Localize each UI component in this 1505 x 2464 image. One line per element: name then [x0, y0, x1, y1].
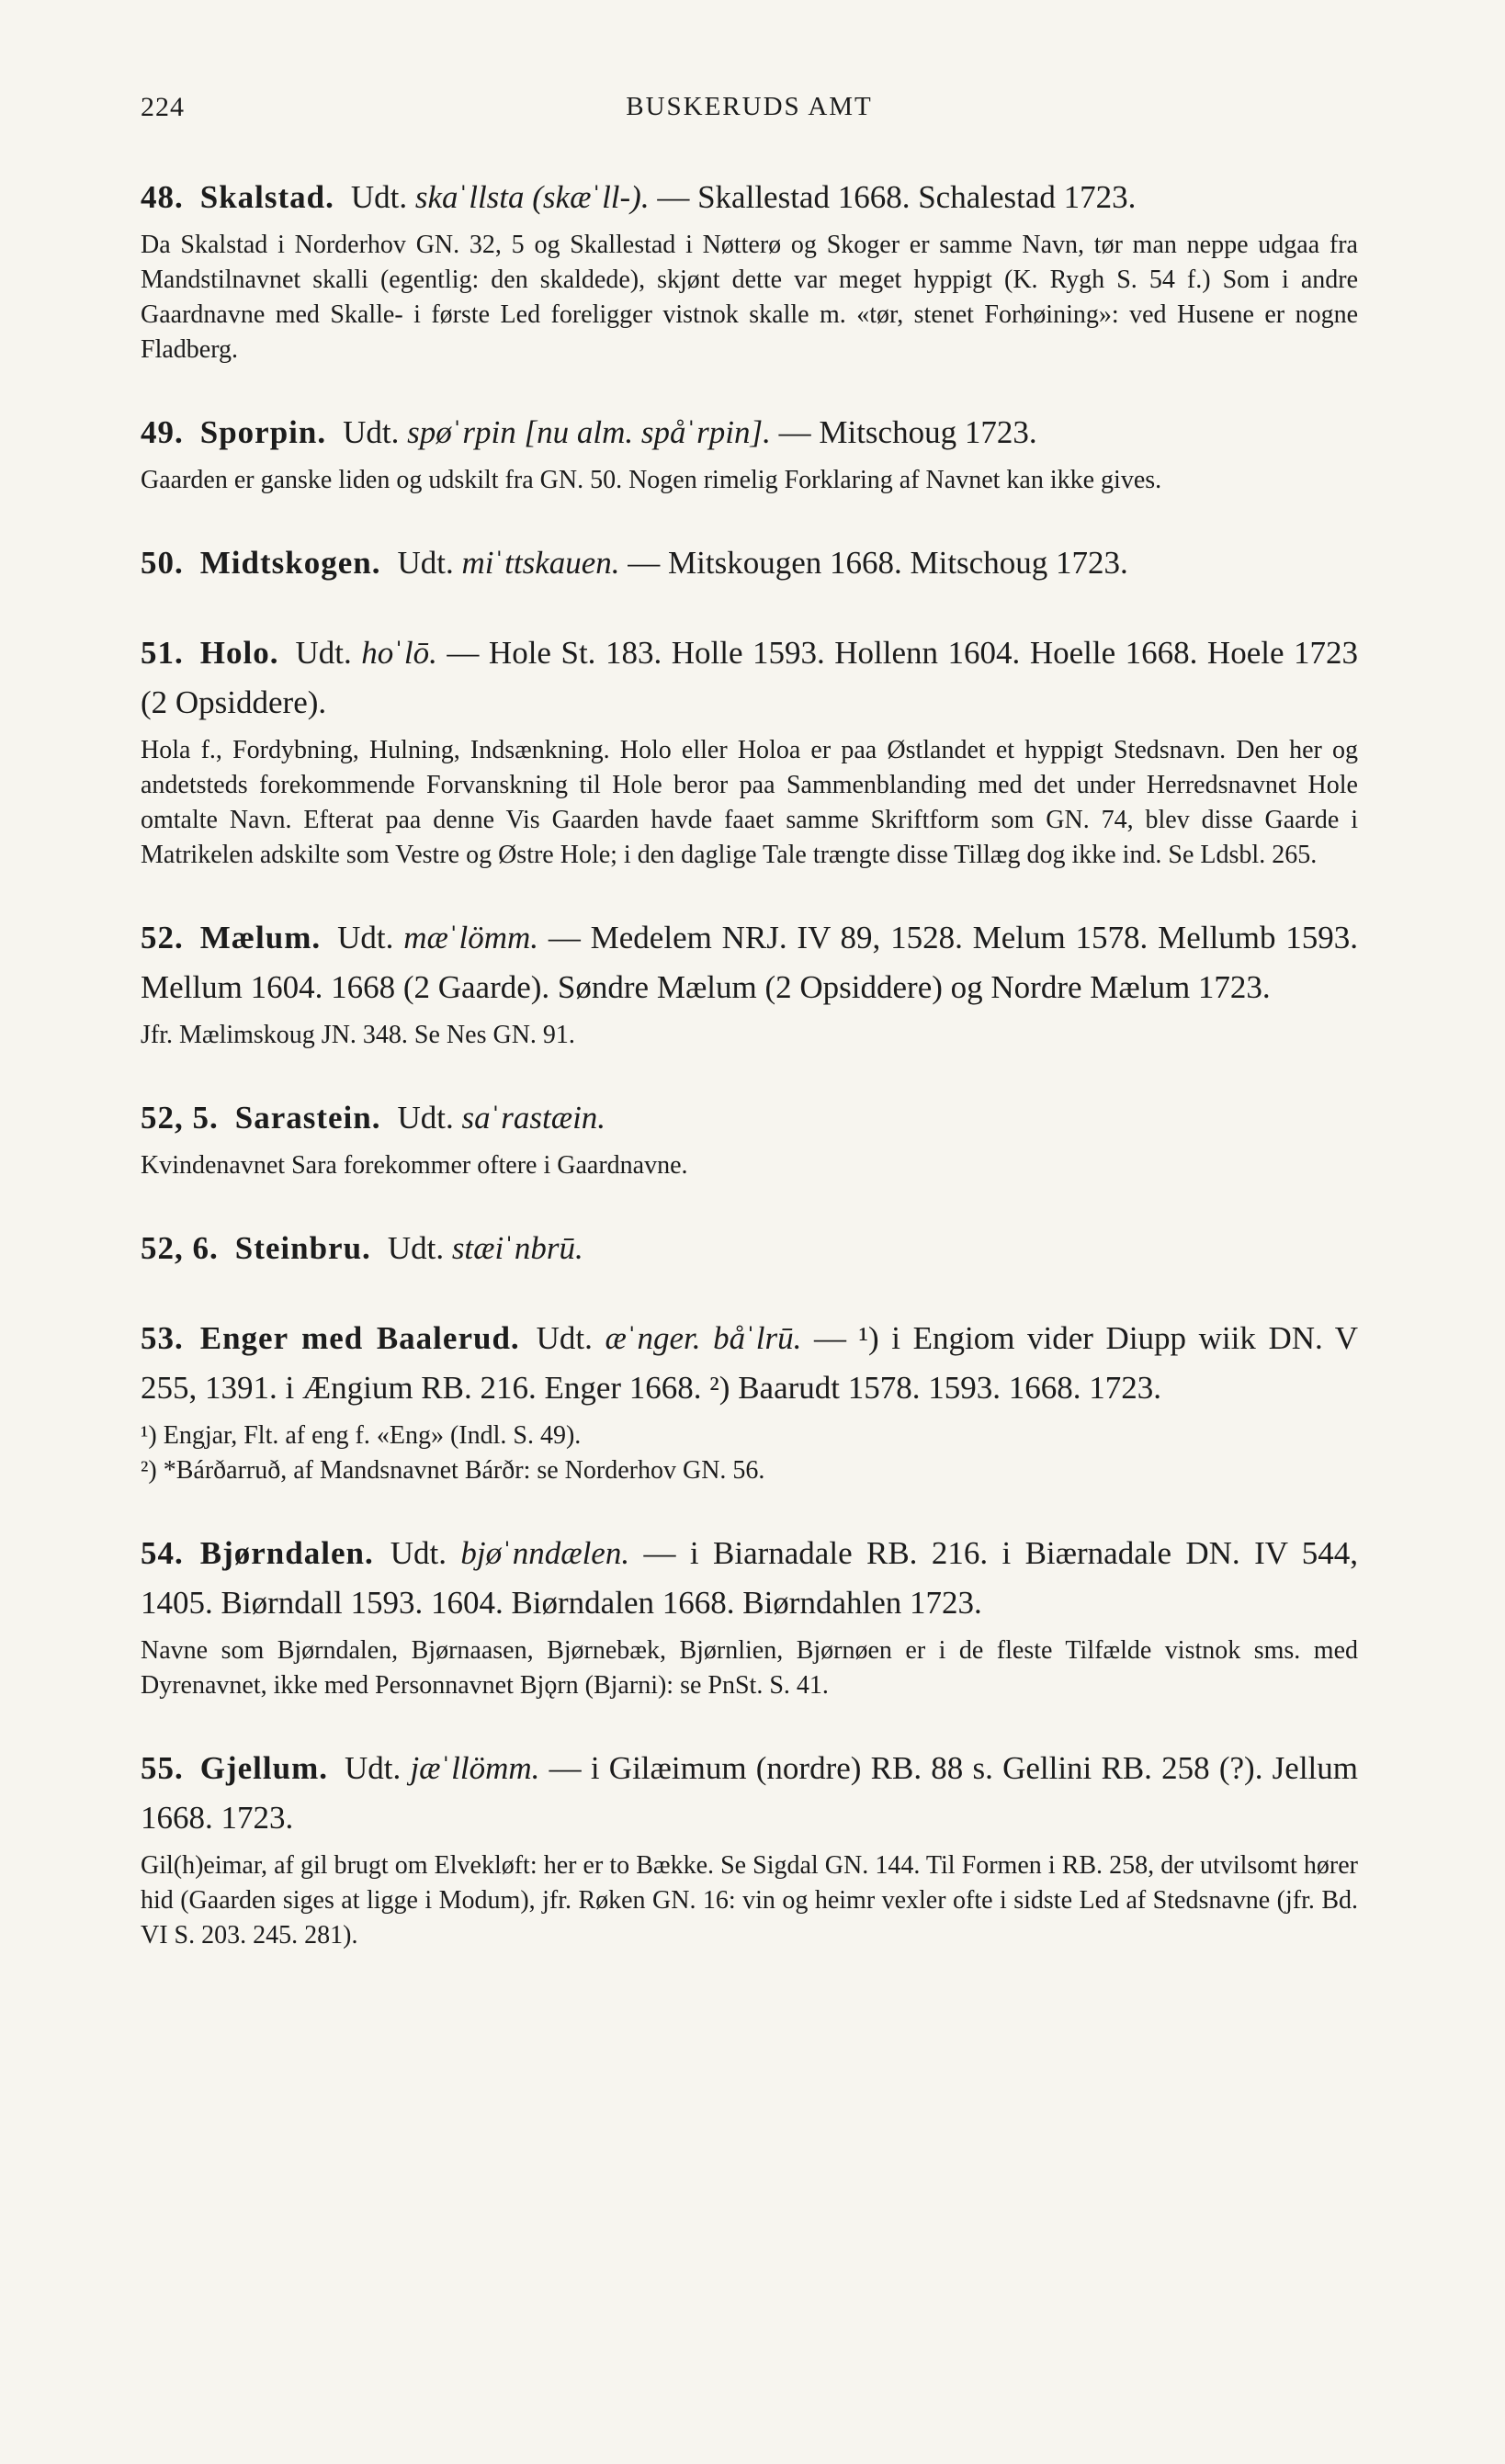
entry-number: 54. — [141, 1535, 184, 1571]
pronunciation: bjøˈnndælen. — [460, 1535, 630, 1571]
pronunciation-label: Udt. — [397, 545, 454, 581]
entry-number: 49. — [141, 414, 184, 450]
entry-note: Jfr. Mælimskoug JN. 348. Se Nes GN. 91. — [141, 1021, 575, 1049]
entry-heading — [141, 1744, 1358, 1843]
farm-name: Mælum. — [199, 920, 322, 955]
pronunciation: saˈrastæin. — [461, 1100, 606, 1136]
farm-entry — [141, 628, 1358, 873]
farm-name: Steinbru. — [234, 1230, 371, 1266]
entry-number: 48. — [141, 179, 184, 215]
historical-forms: — Medelem NRJ. IV 89, 1528. Melum 1578. Mellumb 1593. Mellum 1604. 1668 (2 Gaarde). Søndre Mælum (2 Opsiddere) og Nordre Mælum 1723. — [141, 920, 1358, 1005]
farm-name: Holo. — [199, 635, 279, 671]
pronunciation-label: Udt. — [536, 1320, 593, 1356]
entry-heading — [141, 538, 1358, 588]
historical-forms: — i Gilæimum (nordre) RB. 88 s. Gellini RB. 258 (?). Jellum 1668. 1723. — [141, 1750, 1358, 1836]
farm-entry — [141, 408, 1358, 498]
pronunciation: spøˈrpin [nu alm. spåˈrpin]. — [407, 414, 771, 450]
pronunciation-label: Udt. — [390, 1535, 447, 1571]
entry-note: Kvindenavnet Sara forekommer oftere i Gaardnavne. — [141, 1151, 688, 1180]
historical-forms: — Skallestad 1668. Schalestad 1723. — [657, 179, 1137, 215]
farm-name: Sarastein. — [234, 1100, 381, 1136]
entry-list — [141, 173, 1358, 1953]
pronunciation-label: Udt. — [397, 1100, 454, 1136]
pronunciation-label: Udt. — [337, 920, 394, 955]
farm-entry — [141, 1529, 1358, 1703]
entry-heading — [141, 1224, 1358, 1273]
historical-forms: — ¹) i Engiom vider Diupp wiik DN. V 255, 1391. i Ængium RB. 216. Enger 1668. ²) Baarudt 1578. 1593. 1668. 1723. — [141, 1320, 1358, 1406]
entry-number: 52. — [141, 920, 184, 955]
entry-heading — [141, 173, 1358, 222]
pronunciation: miˈttskauen. — [461, 545, 620, 581]
pronunciation: skaˈllsta (skæˈll-). — [414, 179, 650, 215]
page-header — [141, 92, 1358, 138]
entry-heading — [141, 408, 1358, 458]
farm-name: Skalstad. — [199, 179, 334, 215]
pronunciation: stæiˈnbrū. — [451, 1230, 583, 1266]
pronunciation: jæˈllömm. — [410, 1750, 540, 1786]
pronunciation: hoˈlō. — [361, 635, 437, 671]
page-number: 224 — [141, 92, 185, 122]
historical-forms: — i Biarnadale RB. 216. i Biærnadale DN. IV 544, 1405. Biørndall 1593. 1604. Biørndalen 1668. Biørndahlen 1723. — [141, 1535, 1359, 1621]
pronunciation-label: Udt. — [343, 414, 400, 450]
entry-note: ¹) Engjar, Flt. af eng f. «Eng» (Indl. S. 49). — [141, 1421, 582, 1450]
entry-note: Gaarden er ganske liden og udskilt fra GN. 50. Nogen rimelig Forklaring af Navnet kan ikke gives. — [141, 466, 1162, 494]
entry-heading — [141, 1093, 1358, 1143]
entry-number: 52, 6. — [141, 1230, 219, 1266]
farm-entry — [141, 913, 1358, 1053]
historical-forms: — Mitskougen 1668. Mitschoug 1723. — [628, 545, 1128, 581]
farm-entry — [141, 1093, 1358, 1183]
entry-number: 51. — [141, 635, 184, 671]
pronunciation: mæˈlömm. — [403, 920, 539, 955]
entry-number: 50. — [141, 545, 184, 581]
pronunciation-label: Udt. — [344, 1750, 402, 1786]
pronunciation-label: Udt. — [350, 179, 408, 215]
entry-note: Navne som Bjørndalen, Bjørnaasen, Bjørnebæk, Bjørnlien, Bjørnøen er i de fleste Tilfælde vistnok sms. med Dyrenavnet, ikke med Personnavnet Bjǫrn (Bjarni): se PnSt. S. 41. — [141, 1636, 1358, 1700]
pronunciation-label: Udt. — [295, 635, 352, 671]
entry-heading — [141, 913, 1358, 1012]
entry-note: Da Skalstad i Norderhov GN. 32, 5 og Skallestad i Nøtterø og Skoger er samme Navn, tør man neppe udgaa fra Mandstilnavnet skalli (egentlig: den skaldede), skjønt dette var meget hyppigt (K. Rygh S. 54 f.) Som i andre Gaardnavne med Skalle- i første Led foreligger vistnok skalle m. «tør, stenet Forhøining»: ved Husene er nogne Fladberg. — [141, 231, 1358, 364]
historical-forms: — Mitschoug 1723. — [778, 414, 1037, 450]
pronunciation-label: Udt. — [387, 1230, 445, 1266]
entry-note: ²) *Bárðarruð, af Mandsnavnet Bárðr: se Norderhov GN. 56. — [141, 1456, 765, 1485]
farm-name: Enger med Baalerud. — [199, 1320, 520, 1356]
entry-note: Gil(h)eimar, af gil brugt om Elvekløft: her er to Bække. Se Sigdal GN. 144. Til Formen i RB. 258, der utvilsomt hører hid (Gaarden siges at ligge i Modum), jfr. Røken GN. 16: vin og heimr vexler ofte i sidste Led af Stedsnavne (jfr. Bd. VI S. 203. 245. 281). — [141, 1851, 1358, 1950]
entry-heading — [141, 1314, 1358, 1413]
entry-heading — [141, 1529, 1358, 1628]
entry-number: 53. — [141, 1320, 184, 1356]
historical-forms: — Hole St. 183. Holle 1593. Hollenn 1604. Hoelle 1668. Hoele 1723 (2 Opsiddere). — [141, 635, 1359, 720]
pronunciation: æˈnger. båˈlrū. — [605, 1320, 802, 1356]
entry-note: Hola f., Fordybning, Hulning, Indsænkning. Holo eller Holoa er paa Østlandet et hyppigt Stedsnavn. Den her og andetsteds forekommende Forvanskning til Hole beror paa Sammenblanding med det under Herredsnavnet Hole omtalte Navn. Efterat paa denne Vis Gaarden havde faaet samme Skriftform som GN. 74, blev disse Gaarde i Matrikelen adskilte som Vestre og Østre Hole; i den daglige Tale trængte disse Tillæg dog ikke ind. Se Ldsbl. 265. — [141, 736, 1358, 869]
farm-name: Sporpin. — [199, 414, 327, 450]
farm-entry — [141, 1314, 1358, 1488]
entry-number: 55. — [141, 1750, 184, 1786]
farm-name: Gjellum. — [199, 1750, 328, 1786]
farm-entry — [141, 538, 1358, 588]
farm-name: Midtskogen. — [199, 545, 381, 581]
running-title: BUSKERUDS AMT — [626, 92, 873, 121]
farm-name: Bjørndalen. — [199, 1535, 374, 1571]
farm-entry — [141, 173, 1358, 367]
entry-heading — [141, 628, 1358, 728]
farm-entry — [141, 1744, 1358, 1953]
entry-number: 52, 5. — [141, 1100, 219, 1136]
farm-entry — [141, 1224, 1358, 1273]
